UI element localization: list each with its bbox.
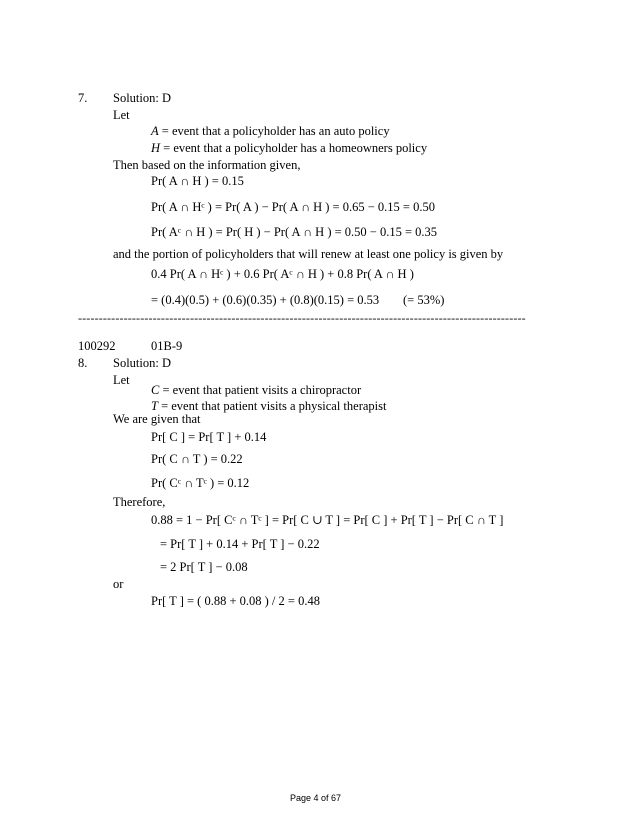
definition-a-text: = event that a policyholder has an auto policy (158, 124, 390, 138)
problem-8-number: 8. (78, 356, 88, 370)
problem-7-number: 7. (78, 91, 88, 105)
problem-7-eq4: 0.4 Pr( A ∩ Hᶜ ) + 0.6 Pr( Aᶜ ∩ H ) + 0.8 Pr( A ∩ H ) (151, 267, 414, 281)
page-number: Page 4 of 67 (290, 793, 342, 803)
problem-8-eq5: = Pr[ T ] + 0.14 + Pr[ T ] − 0.22 (160, 537, 320, 551)
problem-7-eq1: Pr( A ∩ H ) = 0.15 (151, 174, 244, 188)
definition-c-text: = event that patient visits a chiropractor (159, 383, 362, 397)
definition-h-text: = event that a policyholder has a homeowners policy (160, 141, 428, 155)
problem-8-therefore: Therefore, (113, 495, 166, 509)
problem-8-given: We are given that (113, 412, 201, 426)
definition-h (151, 140, 427, 156)
var-c: C (151, 383, 160, 397)
problem-8-eq3: Pr( Cᶜ ∩ Tᶜ ) = 0.12 (151, 476, 250, 490)
definition-c (151, 382, 361, 398)
problem-8-let: Let (113, 373, 130, 387)
problem-7-eq5: = (0.4)(0.5) + (0.6)(0.35) + (0.8)(0.15) = 0.53 (151, 293, 380, 307)
problem-7-eq5-percent: (= 53%) (403, 293, 445, 307)
definition-a (151, 123, 390, 139)
problem-8-code: 01B-9 (151, 339, 183, 353)
problem-8-eq4: 0.88 = 1 − Pr[ Cᶜ ∩ Tᶜ ] = Pr[ C ∪ T ] = Pr[ C ] + Pr[ T ] − Pr[ C ∩ T ] (151, 513, 504, 527)
problem-8-eq6: = 2 Pr[ T ] − 0.08 (160, 560, 248, 574)
problem-7-solution: Solution: D (113, 91, 171, 105)
problem-8-eq2: Pr( C ∩ T ) = 0.22 (151, 452, 243, 466)
problem-7-then: Then based on the information given, (113, 158, 301, 172)
problem-8-solution: Solution: D (113, 356, 171, 370)
problem-8-id: 100292 (78, 339, 116, 353)
var-t: T (151, 399, 158, 413)
problem-7-eq3: Pr( Aᶜ ∩ H ) = Pr( H ) − Pr( A ∩ H ) = 0.50 − 0.15 = 0.35 (151, 225, 438, 239)
var-h: H (151, 141, 161, 155)
definition-t-text: = event that patient visits a physical therapist (157, 399, 387, 413)
problem-8-eq7: Pr[ T ] = ( 0.88 + 0.08 ) / 2 = 0.48 (151, 594, 320, 608)
problem-7-eq2: Pr( A ∩ Hᶜ ) = Pr( A ) − Pr( A ∩ H ) = 0.65 − 0.15 = 0.50 (151, 200, 435, 214)
problem-8-or: or (113, 577, 124, 591)
problem-7-portion: and the portion of policyholders that will renew at least one policy is given by (113, 247, 504, 261)
problem-7-let: Let (113, 108, 130, 122)
var-a: A (151, 124, 159, 138)
separator-line: ------------------------------------------------------------------------------------------------------------ (78, 311, 526, 325)
problem-8-eq1: Pr[ C ] = Pr[ T ] + 0.14 (151, 430, 267, 444)
